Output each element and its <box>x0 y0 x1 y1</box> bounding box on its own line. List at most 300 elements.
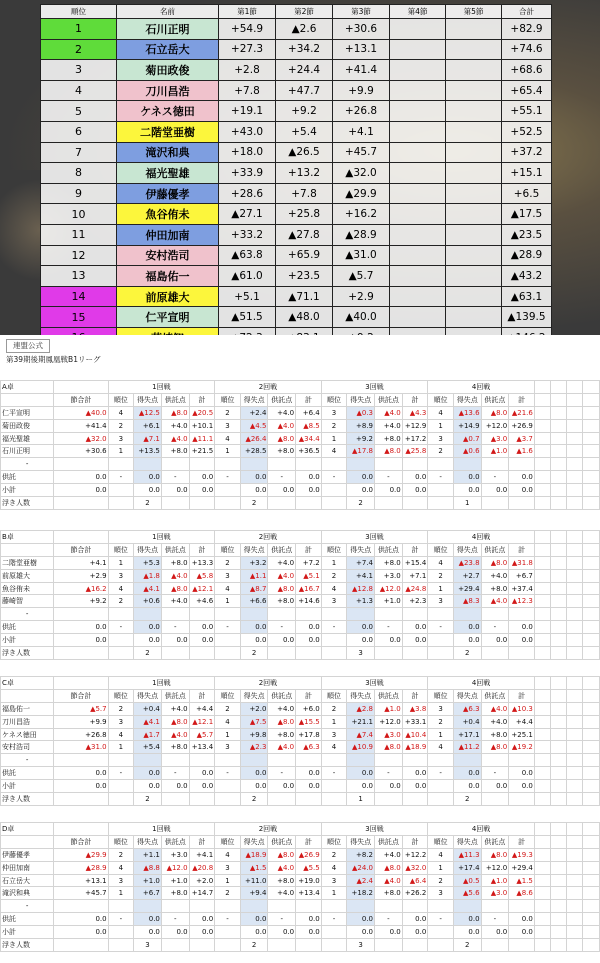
game-label: 2回戦 <box>215 531 322 544</box>
column-header: 供託点 <box>161 835 189 848</box>
floating-count: 2 <box>134 793 162 806</box>
deposit-value: 0.0 <box>189 471 215 484</box>
blank-cell <box>550 634 566 647</box>
blank-cell <box>566 406 582 419</box>
blank-cell <box>550 767 566 780</box>
blank-cell <box>215 484 241 497</box>
blank-cell <box>534 458 550 471</box>
standings-table <box>40 4 552 349</box>
blank-cell <box>321 780 347 793</box>
section-total: +41.4 <box>54 419 108 432</box>
subtotal-value: 0.0 <box>481 780 509 793</box>
blank-cell <box>54 677 108 690</box>
floating-count: 3 <box>134 939 162 952</box>
column-header: 順位 <box>321 835 347 848</box>
blank-cell <box>481 793 509 806</box>
subtotal-value: 0.0 <box>453 484 481 497</box>
floating-count-label: 浮き人数 <box>1 647 54 660</box>
blank-cell <box>566 497 582 510</box>
game-rank: 4 <box>321 741 347 754</box>
deposit-value: 0.0 <box>240 767 268 780</box>
blank-cell <box>534 848 550 861</box>
blank-cell <box>108 939 134 952</box>
blank-cell <box>582 381 599 394</box>
rank-cell: 5 <box>41 101 117 122</box>
deposit-dash: - <box>215 913 241 926</box>
blank-cell <box>582 874 599 887</box>
column-header: 供託点 <box>161 393 189 406</box>
game-rank: 3 <box>321 406 347 419</box>
game-points: ▲0.7 <box>453 432 481 445</box>
section-total: +26.8 <box>54 728 108 741</box>
blank-cell <box>534 419 550 432</box>
game-deposit: +1.0 <box>161 874 189 887</box>
subtotal-value: 0.0 <box>453 926 481 939</box>
blank-cell <box>296 497 322 510</box>
game-rank: 1 <box>428 419 454 432</box>
score-cell-2: +7.8 <box>276 183 333 204</box>
blank-cell <box>534 780 550 793</box>
blank-cell <box>534 634 550 647</box>
player-name: 藤崎智 <box>1 595 54 608</box>
blank-cell <box>550 458 566 471</box>
game-rank: 1 <box>108 741 134 754</box>
score-cell-4 <box>390 307 446 328</box>
score-cell-4 <box>390 224 446 245</box>
blank-cell <box>582 471 599 484</box>
blank-cell <box>566 393 582 406</box>
standings-row <box>41 266 552 287</box>
section-total: ▲31.0 <box>54 741 108 754</box>
game-points: +2.4 <box>240 406 268 419</box>
deposit-row <box>1 913 600 926</box>
game-points: ▲0.5 <box>453 874 481 887</box>
blank-cell <box>582 913 599 926</box>
blank-cell <box>582 497 599 510</box>
deposit-dash: - <box>215 471 241 484</box>
blank-cell <box>582 484 599 497</box>
blank-cell <box>550 419 566 432</box>
blank-cell <box>296 647 322 660</box>
column-header: 計 <box>189 543 215 556</box>
game-sum: +13.3 <box>189 556 215 569</box>
blank-cell <box>321 926 347 939</box>
game-rank: 4 <box>108 406 134 419</box>
blank-cell <box>54 381 108 394</box>
game-deposit: ▲8.0 <box>375 861 403 874</box>
blank-cell <box>402 900 428 913</box>
game-sum: ▲24.8 <box>402 582 428 595</box>
player-name: 伊藤優孝 <box>1 848 54 861</box>
blank-cell <box>161 900 189 913</box>
game-rank: 3 <box>321 595 347 608</box>
blank-cell <box>566 767 582 780</box>
game-sum: +4.1 <box>189 848 215 861</box>
score-cell-2: ▲27.8 <box>276 224 333 245</box>
blank-cell <box>534 608 550 621</box>
column-header: 計 <box>402 393 428 406</box>
game-points: ▲1.7 <box>134 728 162 741</box>
game-points: +17.1 <box>453 728 481 741</box>
section-total: +2.9 <box>54 569 108 582</box>
blank-cell <box>161 497 189 510</box>
blank-cell <box>550 689 566 702</box>
deposit-dash: - <box>108 767 134 780</box>
floating-count-row <box>1 647 600 660</box>
blank-cell <box>481 939 509 952</box>
deposit-value: 0.0 <box>296 913 322 926</box>
blank-cell <box>566 543 582 556</box>
column-header: 供託点 <box>268 393 296 406</box>
blank-cell <box>108 647 134 660</box>
game-deposit: ▲4.0 <box>268 419 296 432</box>
game-deposit: +12.0 <box>481 861 509 874</box>
column-header: 供託点 <box>481 543 509 556</box>
game-label: 4回戦 <box>428 531 535 544</box>
game-points: +8.9 <box>347 419 375 432</box>
column-header-row <box>1 393 600 406</box>
column-header: 供託点 <box>375 689 403 702</box>
blank-cell <box>108 458 134 471</box>
blank-cell <box>582 900 599 913</box>
player-row <box>1 861 600 874</box>
blank-cell <box>240 900 268 913</box>
subtotal-value: 0.0 <box>134 484 162 497</box>
score-cell-5 <box>446 245 502 266</box>
column-header: 順位 <box>108 689 134 702</box>
blank-cell <box>582 569 599 582</box>
blank-cell <box>566 741 582 754</box>
column-header: 供託点 <box>375 543 403 556</box>
score-cell-1: +5.1 <box>219 286 276 307</box>
subtotal-value: 0.0 <box>268 634 296 647</box>
subtotal-row <box>1 634 600 647</box>
game-deposit: +4.0 <box>161 419 189 432</box>
blank-cell <box>534 793 550 806</box>
subtotal-total: 0.0 <box>54 634 108 647</box>
subtotal-value: 0.0 <box>347 634 375 647</box>
blank-cell <box>534 835 550 848</box>
blank-cell <box>566 582 582 595</box>
game-sum: ▲4.3 <box>402 406 428 419</box>
total-cell: ▲43.2 <box>502 266 552 287</box>
blank-cell <box>296 939 322 952</box>
game-rank: 2 <box>108 848 134 861</box>
score-cell-4 <box>390 142 446 163</box>
deposit-row <box>1 621 600 634</box>
score-cell-5 <box>446 121 502 142</box>
floating-count-label: 浮き人数 <box>1 497 54 510</box>
deposit-label: 供託 <box>1 913 54 926</box>
deposit-dash: - <box>321 913 347 926</box>
rank-cell: 1 <box>41 19 117 40</box>
game-deposit: +8.0 <box>268 874 296 887</box>
subtotal-row <box>1 926 600 939</box>
score-cell-5 <box>446 286 502 307</box>
column-header: 得失点 <box>134 543 162 556</box>
score-cell-1: +54.9 <box>219 19 276 40</box>
game-rank: 2 <box>215 556 241 569</box>
floating-count: 2 <box>134 647 162 660</box>
section-total: ▲32.0 <box>54 432 108 445</box>
column-header-row <box>1 835 600 848</box>
blank-cell <box>134 608 162 621</box>
blank-cell <box>550 887 566 900</box>
score-cell-3: +2.9 <box>333 286 390 307</box>
rank-cell: 15 <box>41 307 117 328</box>
game-points: ▲2.8 <box>347 702 375 715</box>
game-deposit: +8.0 <box>481 728 509 741</box>
total-cell: ▲28.9 <box>502 245 552 266</box>
game-rank: 1 <box>215 728 241 741</box>
floating-count: 1 <box>347 793 375 806</box>
blank-cell <box>550 677 566 690</box>
game-deposit: ▲3.0 <box>375 728 403 741</box>
standings-row <box>41 60 552 81</box>
column-header: 供託点 <box>375 835 403 848</box>
column-header: 供託点 <box>268 835 296 848</box>
blank-cell <box>189 497 215 510</box>
score-cell-1: +43.0 <box>219 121 276 142</box>
blank-cell <box>534 887 550 900</box>
game-points: +0.6 <box>134 595 162 608</box>
game-sum: +19.0 <box>296 874 322 887</box>
blank-cell <box>534 432 550 445</box>
score-cell-2: ▲71.1 <box>276 286 333 307</box>
game-deposit: +3.0 <box>375 569 403 582</box>
blank-cell <box>566 887 582 900</box>
player-row <box>1 741 600 754</box>
game-deposit: ▲1.0 <box>481 874 509 887</box>
column-header: 得失点 <box>240 835 268 848</box>
blank-cell <box>347 900 375 913</box>
blank-cell <box>566 926 582 939</box>
blank-cell <box>582 689 599 702</box>
blank-cell <box>268 458 296 471</box>
blank-cell <box>268 793 296 806</box>
score-cell-4 <box>390 266 446 287</box>
game-rank: 4 <box>428 848 454 861</box>
total-cell: ▲17.5 <box>502 204 552 225</box>
game-sum: ▲19.3 <box>509 848 535 861</box>
subtotal-total: 0.0 <box>54 484 108 497</box>
deposit-value: 0.0 <box>189 621 215 634</box>
game-deposit: +4.0 <box>375 848 403 861</box>
deposit-dash: - <box>268 621 296 634</box>
game-deposit: ▲4.0 <box>375 874 403 887</box>
table-name: C卓 <box>1 677 54 690</box>
subtotal-value: 0.0 <box>509 484 535 497</box>
game-deposit: +8.0 <box>268 595 296 608</box>
score-cell-3: +30.6 <box>333 19 390 40</box>
subtotal-value: 0.0 <box>161 634 189 647</box>
game-rank: 2 <box>428 715 454 728</box>
player-name: 刀川昌浩 <box>1 715 54 728</box>
game-deposit: +3.0 <box>161 848 189 861</box>
score-cell-2: +24.4 <box>276 60 333 81</box>
game-rank: 1 <box>108 445 134 458</box>
column-header-row <box>1 543 600 556</box>
deposit-row <box>1 767 600 780</box>
column-header: 計 <box>509 393 535 406</box>
player-row <box>1 874 600 887</box>
column-header: 順位 <box>215 393 241 406</box>
blank-cell <box>534 728 550 741</box>
score-cell-4 <box>390 19 446 40</box>
section-total-header: 節合計 <box>54 835 108 848</box>
game-sum: +10.1 <box>189 419 215 432</box>
game-rank: 4 <box>215 715 241 728</box>
game-points: ▲17.8 <box>347 445 375 458</box>
player-name: 福光聖雄 <box>1 432 54 445</box>
player-name: 安村浩司 <box>1 741 54 754</box>
column-header: 得失点 <box>347 835 375 848</box>
player-name-cell: 前原雄大 <box>117 286 219 307</box>
game-label: 1回戦 <box>108 381 215 394</box>
game-sum: ▲20.5 <box>189 406 215 419</box>
game-deposit: ▲8.0 <box>481 406 509 419</box>
subtotal-value: 0.0 <box>189 926 215 939</box>
blank-cell <box>321 484 347 497</box>
sheet-tab[interactable]: 連盟公式 <box>6 339 50 353</box>
blank-cell <box>534 497 550 510</box>
subtotal-value: 0.0 <box>296 780 322 793</box>
blank-cell <box>268 497 296 510</box>
blank-cell <box>189 458 215 471</box>
game-deposit: ▲8.0 <box>481 848 509 861</box>
dash-label: - <box>1 900 54 913</box>
blank-cell <box>509 497 535 510</box>
blank-cell <box>566 432 582 445</box>
total-cell: +15.1 <box>502 163 552 184</box>
game-deposit: +8.0 <box>161 556 189 569</box>
deposit-value: 0.0 <box>402 471 428 484</box>
blank-cell <box>108 900 134 913</box>
subtotal-value: 0.0 <box>375 926 403 939</box>
blank-cell <box>215 458 241 471</box>
blank-cell <box>550 582 566 595</box>
blank-cell <box>566 848 582 861</box>
game-rank: 2 <box>108 595 134 608</box>
column-header: 得失点 <box>240 689 268 702</box>
game-sum: +14.6 <box>296 595 322 608</box>
game-sum: ▲15.5 <box>296 715 322 728</box>
score-cell-3: ▲29.9 <box>333 183 390 204</box>
player-row <box>1 406 600 419</box>
game-points: ▲2.3 <box>240 741 268 754</box>
player-name: 二階堂亜樹 <box>1 556 54 569</box>
blank-cell <box>161 754 189 767</box>
deposit-total: 0.0 <box>54 767 108 780</box>
deposit-total: 0.0 <box>54 621 108 634</box>
blank-cell <box>550 432 566 445</box>
game-sum: +13.4 <box>189 741 215 754</box>
deposit-dash: - <box>108 913 134 926</box>
blank-cell <box>566 531 582 544</box>
blank-cell <box>161 939 189 952</box>
game-header-row <box>1 677 600 690</box>
game-sum: ▲5.5 <box>296 861 322 874</box>
blank-cell <box>240 458 268 471</box>
subtotal-value: 0.0 <box>296 634 322 647</box>
rank-cell: 14 <box>41 286 117 307</box>
deposit-dash: - <box>161 767 189 780</box>
blank-cell <box>534 741 550 754</box>
blank-cell <box>215 754 241 767</box>
subtotal-label: 小計 <box>1 484 54 497</box>
blank-cell <box>453 900 481 913</box>
blank-cell <box>402 754 428 767</box>
blank-cell <box>550 381 566 394</box>
blank-cell <box>550 608 566 621</box>
blank-cell <box>566 556 582 569</box>
subtotal-value: 0.0 <box>481 634 509 647</box>
game-points: ▲23.8 <box>453 556 481 569</box>
game-label: 3回戦 <box>321 823 428 836</box>
game-deposit: ▲8.0 <box>268 582 296 595</box>
game-points: ▲4.1 <box>134 582 162 595</box>
deposit-dash: - <box>375 767 403 780</box>
blank-cell <box>189 754 215 767</box>
column-header: 計 <box>189 689 215 702</box>
subtotal-value: 0.0 <box>375 634 403 647</box>
player-name-cell: 滝沢和典 <box>117 142 219 163</box>
blank-cell <box>550 926 566 939</box>
game-points: ▲2.4 <box>347 874 375 887</box>
deposit-value: 0.0 <box>296 621 322 634</box>
blank-cell <box>321 900 347 913</box>
standings-header-cell: 第4節 <box>390 5 446 19</box>
game-sum: +7.1 <box>402 569 428 582</box>
blank-cell <box>108 754 134 767</box>
blank-cell <box>550 406 566 419</box>
dash-row <box>1 458 600 471</box>
blank-cell <box>534 543 550 556</box>
subtotal-value: 0.0 <box>481 484 509 497</box>
blank-cell <box>582 754 599 767</box>
blank-cell <box>215 497 241 510</box>
game-rank: 3 <box>428 595 454 608</box>
blank-cell <box>534 767 550 780</box>
game-points: ▲13.6 <box>453 406 481 419</box>
game-points: +1.3 <box>347 595 375 608</box>
total-cell: ▲139.5 <box>502 307 552 328</box>
floating-count: 3 <box>347 939 375 952</box>
game-points: +9.8 <box>240 728 268 741</box>
blank-cell <box>582 543 599 556</box>
column-header: 供託点 <box>481 393 509 406</box>
deposit-value: 0.0 <box>134 471 162 484</box>
score-cell-3: +13.1 <box>333 39 390 60</box>
score-cell-5 <box>446 204 502 225</box>
rank-cell: 11 <box>41 224 117 245</box>
game-points: +6.7 <box>134 887 162 900</box>
blank-cell <box>550 823 566 836</box>
game-sum: +4.6 <box>189 595 215 608</box>
player-name: 滝沢和典 <box>1 887 54 900</box>
deposit-dash: - <box>428 621 454 634</box>
subtotal-value: 0.0 <box>402 484 428 497</box>
subtotal-value: 0.0 <box>509 634 535 647</box>
blank-cell <box>566 728 582 741</box>
column-header: 得失点 <box>347 689 375 702</box>
game-rank: 3 <box>108 432 134 445</box>
score-cell-1: +19.1 <box>219 101 276 122</box>
blank-cell <box>566 939 582 952</box>
total-cell: +52.5 <box>502 121 552 142</box>
game-points: ▲26.4 <box>240 432 268 445</box>
game-points: ▲6.3 <box>453 702 481 715</box>
